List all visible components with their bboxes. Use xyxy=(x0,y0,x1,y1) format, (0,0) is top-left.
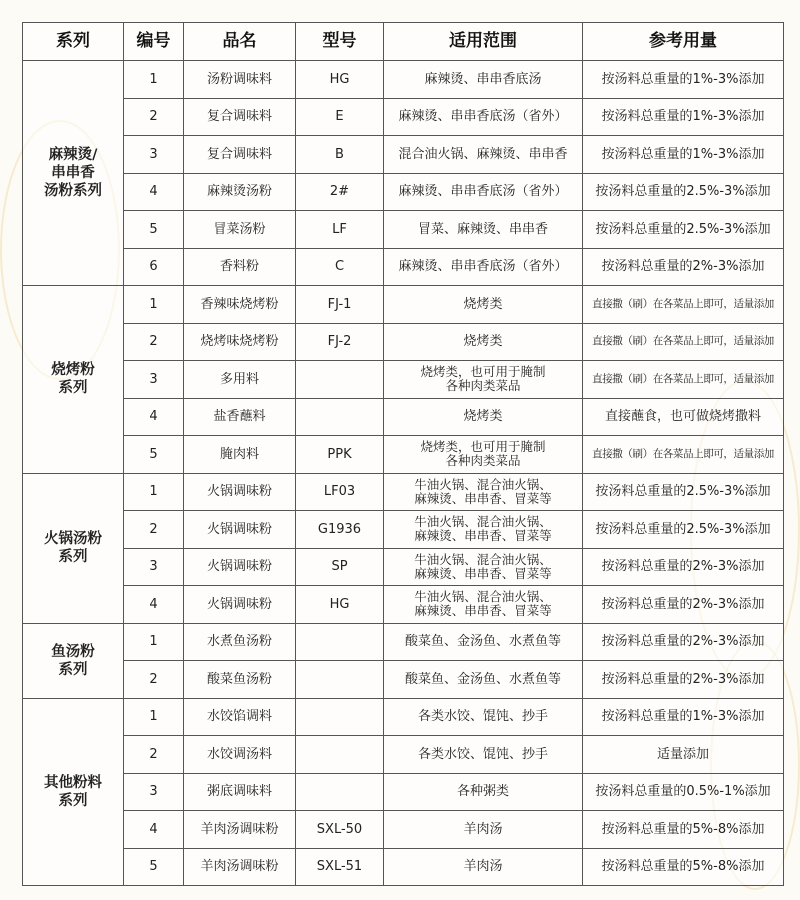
model: SXL-50 xyxy=(296,811,384,849)
product-name: 水饺馅调料 xyxy=(184,698,296,736)
dosage: 按汤料总重量的2%-3%添加 xyxy=(583,623,784,661)
table-row xyxy=(23,511,784,549)
row-number: 3 xyxy=(124,773,184,811)
usage-scope: 酸菜鱼、金汤鱼、水煮鱼等 xyxy=(384,623,583,661)
table-row xyxy=(23,661,784,699)
table-row xyxy=(23,698,784,736)
dosage: 直接撒（刷）在各菜品上即可，适量添加 xyxy=(583,286,784,324)
dosage: 按汤料总重量的2%-3%添加 xyxy=(583,586,784,624)
usage-scope: 烧烤类，也可用于腌制 各种肉类菜品 xyxy=(384,436,583,474)
header-number: 编号 xyxy=(124,23,184,61)
usage-scope: 麻辣烫、串串香底汤（省外） xyxy=(384,173,583,211)
dosage: 按汤料总重量的2%-3%添加 xyxy=(583,661,784,699)
usage-scope: 烧烤类 xyxy=(384,286,583,324)
row-number: 2 xyxy=(124,736,184,774)
usage-scope: 烧烤类，也可用于腌制 各种肉类菜品 xyxy=(384,361,583,399)
usage-scope: 各类水饺、馄饨、抄手 xyxy=(384,736,583,774)
row-number: 4 xyxy=(124,811,184,849)
dosage: 按汤料总重量的2.5%-3%添加 xyxy=(583,511,784,549)
model: LF xyxy=(296,211,384,249)
product-name: 羊肉汤调味粉 xyxy=(184,811,296,849)
model xyxy=(296,623,384,661)
header-dosage: 参考用量 xyxy=(583,23,784,61)
model: C xyxy=(296,248,384,286)
model: FJ-2 xyxy=(296,323,384,361)
product-name: 火锅调味粉 xyxy=(184,586,296,624)
usage-scope: 牛油火锅、混合油火锅、 麻辣烫、串串香、冒菜等 xyxy=(384,548,583,586)
usage-scope: 冒菜、麻辣烫、串串香 xyxy=(384,211,583,249)
product-name: 多用料 xyxy=(184,361,296,399)
dosage: 按汤料总重量的2.5%-3%添加 xyxy=(583,211,784,249)
product-name: 香料粉 xyxy=(184,248,296,286)
model: FJ-1 xyxy=(296,286,384,324)
usage-scope: 各种粥类 xyxy=(384,773,583,811)
dosage: 按汤料总重量的2.5%-3%添加 xyxy=(583,473,784,511)
dosage: 直接撒（刷）在各菜品上即可，适量添加 xyxy=(583,323,784,361)
product-name: 盐香蘸料 xyxy=(184,398,296,436)
row-number: 1 xyxy=(124,286,184,324)
dosage: 直接撒（刷）在各菜品上即可，适量添加 xyxy=(583,361,784,399)
dosage: 按汤料总重量的1%-3%添加 xyxy=(583,136,784,174)
series-cell: 鱼汤粉 系列 xyxy=(23,623,124,698)
table-row xyxy=(23,436,784,474)
dosage: 适量添加 xyxy=(583,736,784,774)
product-name: 复合调味料 xyxy=(184,136,296,174)
usage-scope: 烧烤类 xyxy=(384,398,583,436)
usage-scope: 混合油火锅、麻辣烫、串串香 xyxy=(384,136,583,174)
header-model: 型号 xyxy=(296,23,384,61)
table-row xyxy=(23,736,784,774)
usage-scope: 牛油火锅、混合油火锅、 麻辣烫、串串香、冒菜等 xyxy=(384,586,583,624)
product-name: 香辣味烧烤粉 xyxy=(184,286,296,324)
usage-scope: 牛油火锅、混合油火锅、 麻辣烫、串串香、冒菜等 xyxy=(384,473,583,511)
model: LF03 xyxy=(296,473,384,511)
table-row xyxy=(23,623,784,661)
table-row xyxy=(23,61,784,99)
row-number: 2 xyxy=(124,323,184,361)
series-cell: 烧烤粉 系列 xyxy=(23,286,124,474)
row-number: 6 xyxy=(124,248,184,286)
product-name: 水饺调汤料 xyxy=(184,736,296,774)
table-row xyxy=(23,323,784,361)
dosage: 按汤料总重量的5%-8%添加 xyxy=(583,848,784,886)
row-number: 3 xyxy=(124,361,184,399)
model xyxy=(296,773,384,811)
row-number: 2 xyxy=(124,511,184,549)
header-row xyxy=(23,23,784,61)
model: SP xyxy=(296,548,384,586)
model: SXL-51 xyxy=(296,848,384,886)
product-name: 麻辣烫汤粉 xyxy=(184,173,296,211)
table-row xyxy=(23,286,784,324)
model xyxy=(296,736,384,774)
product-name: 火锅调味粉 xyxy=(184,548,296,586)
row-number: 4 xyxy=(124,586,184,624)
model: E xyxy=(296,98,384,136)
table-row xyxy=(23,848,784,886)
series-cell: 火锅汤粉 系列 xyxy=(23,473,124,623)
row-number: 4 xyxy=(124,173,184,211)
model: B xyxy=(296,136,384,174)
dosage: 直接蘸食，也可做烧烤撒料 xyxy=(583,398,784,436)
row-number: 3 xyxy=(124,548,184,586)
row-number: 3 xyxy=(124,136,184,174)
row-number: 5 xyxy=(124,436,184,474)
row-number: 2 xyxy=(124,98,184,136)
usage-scope: 烧烤类 xyxy=(384,323,583,361)
usage-scope: 麻辣烫、串串香底汤（省外） xyxy=(384,98,583,136)
dosage: 按汤料总重量的2%-3%添加 xyxy=(583,548,784,586)
product-name: 复合调味料 xyxy=(184,98,296,136)
dosage: 按汤料总重量的2.5%-3%添加 xyxy=(583,173,784,211)
usage-scope: 羊肉汤 xyxy=(384,848,583,886)
product-name: 汤粉调味料 xyxy=(184,61,296,99)
row-number: 5 xyxy=(124,848,184,886)
table-row xyxy=(23,811,784,849)
table-row xyxy=(23,773,784,811)
product-name: 酸菜鱼汤粉 xyxy=(184,661,296,699)
dosage: 按汤料总重量的5%-8%添加 xyxy=(583,811,784,849)
row-number: 1 xyxy=(124,623,184,661)
model xyxy=(296,698,384,736)
usage-scope: 麻辣烫、串串香底汤 xyxy=(384,61,583,99)
header-product-name: 品名 xyxy=(184,23,296,61)
usage-scope: 麻辣烫、串串香底汤（省外） xyxy=(384,248,583,286)
model xyxy=(296,398,384,436)
product-name: 腌肉料 xyxy=(184,436,296,474)
dosage: 按汤料总重量的1%-3%添加 xyxy=(583,61,784,99)
table-row xyxy=(23,136,784,174)
product-table xyxy=(22,22,784,886)
table-row xyxy=(23,361,784,399)
row-number: 1 xyxy=(124,698,184,736)
dosage: 按汤料总重量的2%-3%添加 xyxy=(583,248,784,286)
row-number: 4 xyxy=(124,398,184,436)
series-cell: 其他粉料 系列 xyxy=(23,698,124,886)
model: HG xyxy=(296,61,384,99)
header-usage-scope: 适用范围 xyxy=(384,23,583,61)
model: G1936 xyxy=(296,511,384,549)
table-row xyxy=(23,98,784,136)
model: PPK xyxy=(296,436,384,474)
table-row xyxy=(23,248,784,286)
product-name: 烧烤味烧烤粉 xyxy=(184,323,296,361)
usage-scope: 牛油火锅、混合油火锅、 麻辣烫、串串香、冒菜等 xyxy=(384,511,583,549)
usage-scope: 各类水饺、馄饨、抄手 xyxy=(384,698,583,736)
usage-scope: 羊肉汤 xyxy=(384,811,583,849)
table-row xyxy=(23,586,784,624)
row-number: 5 xyxy=(124,211,184,249)
dosage: 按汤料总重量的1%-3%添加 xyxy=(583,98,784,136)
product-name: 羊肉汤调味粉 xyxy=(184,848,296,886)
model: HG xyxy=(296,586,384,624)
table-row xyxy=(23,173,784,211)
product-name: 水煮鱼汤粉 xyxy=(184,623,296,661)
dosage: 按汤料总重量的1%-3%添加 xyxy=(583,698,784,736)
series-cell: 麻辣烫/ 串串香 汤粉系列 xyxy=(23,61,124,286)
table-row xyxy=(23,211,784,249)
row-number: 1 xyxy=(124,473,184,511)
product-name: 火锅调味粉 xyxy=(184,473,296,511)
header-series: 系列 xyxy=(23,23,124,61)
product-name: 粥底调味料 xyxy=(184,773,296,811)
product-name: 火锅调味粉 xyxy=(184,511,296,549)
table-row xyxy=(23,548,784,586)
dosage: 直接撒（刷）在各菜品上即可，适量添加 xyxy=(583,436,784,474)
model: 2# xyxy=(296,173,384,211)
row-number: 2 xyxy=(124,661,184,699)
product-name: 冒菜汤粉 xyxy=(184,211,296,249)
model xyxy=(296,361,384,399)
table-row xyxy=(23,473,784,511)
row-number: 1 xyxy=(124,61,184,99)
dosage: 按汤料总重量的0.5%-1%添加 xyxy=(583,773,784,811)
model xyxy=(296,661,384,699)
table-row xyxy=(23,398,784,436)
usage-scope: 酸菜鱼、金汤鱼、水煮鱼等 xyxy=(384,661,583,699)
